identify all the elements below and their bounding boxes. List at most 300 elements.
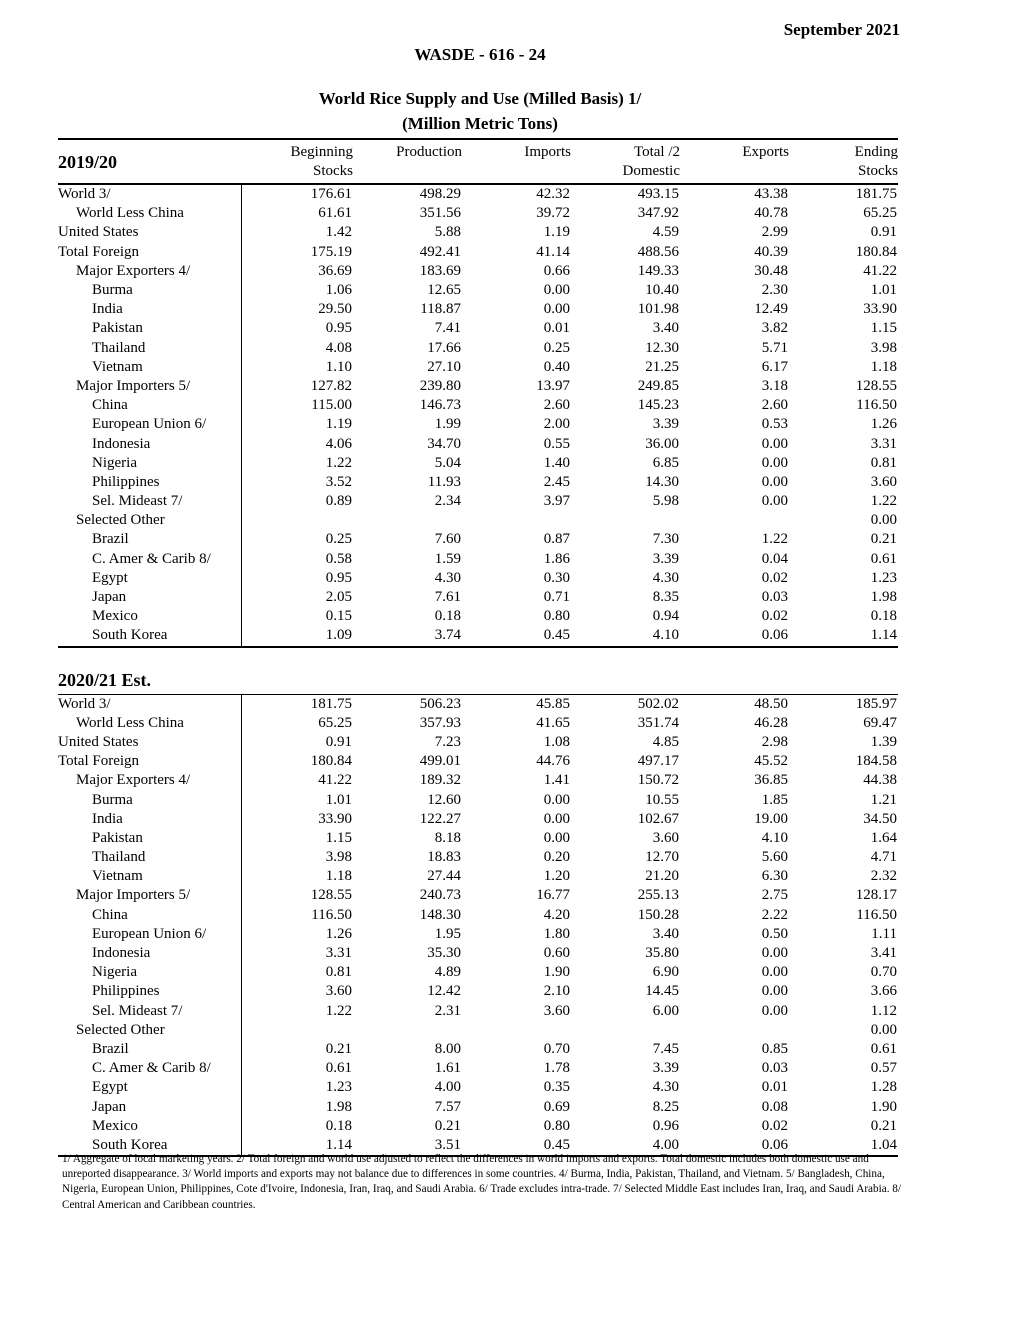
cell-value: 4.06 (325, 435, 352, 452)
cell-value: 150.28 (637, 906, 679, 923)
cell-value: 0.80 (543, 1117, 570, 1134)
cell-value: 5.98 (652, 493, 679, 510)
cell-value: 4.85 (652, 733, 679, 750)
cell-value: 4.08 (325, 339, 352, 356)
cell-value: 0.45 (462, 1136, 571, 1156)
cell-value: 181.75 (855, 186, 897, 203)
cell-value: 2.60 (761, 397, 788, 414)
cell-value: 7.57 (434, 1098, 461, 1115)
cell-value: 2.30 (761, 282, 788, 299)
table-row (58, 281, 898, 300)
cell-value: 0.91 (325, 733, 352, 750)
cell-value: 7.45 (652, 1040, 679, 1057)
cell-value: 0.00 (761, 964, 788, 981)
table-row (58, 810, 898, 829)
row-label: Brazil (58, 1040, 241, 1059)
row-label: Total Foreign (58, 243, 241, 262)
row-label: Burma (58, 790, 241, 809)
cell-value: 1.78 (543, 1060, 570, 1077)
cell-value: 1.22 (325, 1002, 352, 1019)
row-label: Japan (58, 1097, 241, 1116)
cell-value: 498.29 (419, 186, 461, 203)
footnotes: 1/ Aggregate of local marketing years. 2/ Total foreign and world use adjusted to reflect the differences in world imports and exports. Total domestic includes both domestic use and unreported disappearance. 3/ World imports and exports may not balance due to differences in some countries. 4/ Burma, India, Pakistan, Thailand, and Vietnam. 5/ Bangladesh, China, Nigeria, European Union, Philippines, Cote d'Ivoire, Indonesia, Iran, Iraq, and Saudi Arabia. 6/ Trade excludes intra-trade. 7/ Selected Middle East includes Iran, Iraq, and Saudi Arabia. 8/ Central American and Caribbean countries. (62, 1153, 901, 1211)
cell-value: 0.00 (870, 512, 897, 529)
cell-value: 3.40 (652, 925, 679, 942)
cell-value: 0.18 (434, 608, 461, 625)
cell-value: 1.85 (761, 791, 788, 808)
cell-value: 1.23 (870, 569, 897, 586)
cell-value: 1.20 (543, 868, 570, 885)
cell-value: 61.61 (318, 205, 352, 222)
table-row (58, 300, 898, 319)
cell-value: 1.19 (543, 224, 570, 241)
cell-value: 46.28 (754, 714, 788, 731)
cell-value: 0.03 (761, 1060, 788, 1077)
table-row (58, 1040, 898, 1059)
cell-value: 3.60 (543, 1002, 570, 1019)
cell-value: 0.06 (680, 1136, 789, 1156)
cell-value: 0.70 (870, 964, 897, 981)
cell-value: 0.45 (462, 626, 571, 646)
cell-value: 0.25 (543, 339, 570, 356)
row-label: Total Foreign (58, 752, 241, 771)
cell-value: 34.70 (427, 435, 461, 452)
cell-value: 116.50 (856, 906, 897, 923)
cell-value: 21.25 (645, 358, 679, 375)
cell-value: 506.23 (419, 695, 461, 712)
cell-value: 1.21 (870, 791, 897, 808)
cell-value: 0.03 (761, 589, 788, 606)
row-label: Burma (58, 281, 241, 300)
table-row (58, 204, 898, 223)
cell-value: 36.69 (318, 262, 352, 279)
cell-value: 4.30 (434, 569, 461, 586)
cell-value: 35.80 (645, 945, 679, 962)
cell-value: 7.41 (434, 320, 461, 337)
cell-value: 116.50 (856, 397, 897, 414)
cell-value: 128.55 (310, 887, 352, 904)
cell-value: 180.84 (855, 243, 897, 260)
table-title (0, 86, 960, 136)
table-row (58, 454, 898, 473)
cell-value (571, 511, 680, 530)
cell-value: 6.17 (761, 358, 788, 375)
cell-value: 27.10 (427, 358, 461, 375)
cell-value: 27.44 (427, 868, 461, 885)
cell-value: 12.60 (427, 791, 461, 808)
table-row (58, 1097, 898, 1116)
table-row (58, 415, 898, 434)
cell-value: 3.39 (652, 416, 679, 433)
cell-value: 36.00 (645, 435, 679, 452)
cell-value: 44.76 (536, 753, 570, 770)
cell-value: 2.60 (543, 397, 570, 414)
row-label: Philippines (58, 982, 241, 1001)
row-label: Major Exporters 4/ (58, 262, 241, 281)
cell-value: 1.23 (325, 1079, 352, 1096)
cell-value: 1.18 (870, 358, 897, 375)
cell-value: 0.30 (543, 569, 570, 586)
section-heading-row (58, 647, 898, 695)
row-label: Pakistan (58, 319, 241, 338)
table-row (58, 434, 898, 453)
cell-value: 3.39 (652, 1060, 679, 1077)
row-label: Mexico (58, 1117, 241, 1136)
table-row (58, 550, 898, 569)
cell-value: 3.31 (325, 945, 352, 962)
cell-value: 347.92 (637, 205, 679, 222)
row-label: Indonesia (58, 944, 241, 963)
report-id: WASDE - 616 - 24 (414, 45, 546, 64)
cell-value: 249.85 (637, 377, 679, 394)
cell-value: 1.99 (434, 416, 461, 433)
report-date: September 2021 (783, 20, 900, 39)
table-row (58, 377, 898, 396)
cell-value: 3.82 (761, 320, 788, 337)
cell-value: 0.58 (325, 550, 352, 567)
cell-value: 0.40 (543, 358, 570, 375)
cell-value: 0.04 (761, 550, 788, 567)
cell-value: 118.87 (420, 301, 461, 318)
cell-value: 17.66 (427, 339, 461, 356)
cell-value: 3.18 (761, 377, 788, 394)
cell-value: 0.89 (325, 493, 352, 510)
row-label: Selected Other (58, 1021, 241, 1040)
row-label: World 3/ (58, 694, 241, 714)
table-title-line1: World Rice Supply and Use (Milled Basis) 1/ (318, 89, 642, 108)
cell-value: 0.18 (325, 1117, 352, 1134)
cell-value: 0.21 (870, 1117, 897, 1134)
cell-value: 1.90 (870, 1098, 897, 1115)
table-row (58, 184, 898, 204)
row-label: Philippines (58, 473, 241, 492)
cell-value: 115.00 (311, 397, 352, 414)
column-header: Imports (462, 139, 571, 184)
table-row (58, 733, 898, 752)
cell-value: 0.81 (870, 454, 897, 471)
cell-value: 116.50 (311, 906, 352, 923)
cell-value: 1.26 (870, 416, 897, 433)
row-label: India (58, 300, 241, 319)
row-label: World 3/ (58, 184, 241, 204)
cell-value: 0.00 (761, 945, 788, 962)
cell-value: 0.66 (543, 262, 570, 279)
cell-value: 16.77 (536, 887, 570, 904)
table-row (58, 262, 898, 281)
cell-value: 6.30 (761, 868, 788, 885)
table-title-line2: (Million Metric Tons) (402, 114, 558, 133)
cell-value: 10.40 (645, 282, 679, 299)
cell-value: 488.56 (637, 243, 679, 260)
row-label: United States (58, 733, 241, 752)
row-label: World Less China (58, 714, 241, 733)
cell-value: 1.59 (434, 550, 461, 567)
table-row (58, 339, 898, 358)
cell-value: 1.08 (543, 733, 570, 750)
cell-value: 4.71 (870, 849, 897, 866)
cell-value: 0.25 (325, 531, 352, 548)
cell-value: 0.21 (870, 531, 897, 548)
row-label: Nigeria (58, 454, 241, 473)
table-row (58, 358, 898, 377)
cell-value: 65.25 (318, 714, 352, 731)
cell-value: 0.95 (325, 320, 352, 337)
cell-value: 5.60 (761, 849, 788, 866)
cell-value: 4.10 (761, 829, 788, 846)
cell-value: 102.67 (637, 810, 679, 827)
cell-value: 1.41 (543, 772, 570, 789)
cell-value: 0.00 (543, 282, 570, 299)
cell-value: 3.98 (325, 849, 352, 866)
row-label: Major Exporters 4/ (58, 771, 241, 790)
row-label: Vietnam (58, 867, 241, 886)
cell-value: 30.48 (754, 262, 788, 279)
cell-value: 189.32 (419, 772, 461, 789)
cell-value: 11.93 (427, 473, 461, 490)
section-year-heading: 2019/20 (58, 139, 241, 184)
cell-value: 1.95 (434, 925, 461, 942)
cell-value: 0.00 (543, 791, 570, 808)
table-row (58, 511, 898, 530)
cell-value: 0.94 (652, 608, 679, 625)
row-label: Nigeria (58, 963, 241, 982)
cell-value: 1.09 (241, 626, 353, 646)
cell-value: 7.61 (434, 589, 461, 606)
cell-value: 8.35 (652, 589, 679, 606)
cell-value: 255.13 (637, 887, 679, 904)
cell-value: 183.69 (419, 262, 461, 279)
cell-value: 176.61 (310, 186, 352, 203)
cell-value: 8.00 (434, 1040, 461, 1057)
cell-value (241, 1021, 353, 1040)
cell-value: 3.60 (652, 829, 679, 846)
cell-value: 1.98 (870, 589, 897, 606)
column-header: Exports (680, 139, 789, 184)
cell-value: 14.30 (645, 473, 679, 490)
cell-value: 12.42 (427, 983, 461, 1000)
cell-value: 127.82 (310, 377, 352, 394)
cell-value: 2.99 (761, 224, 788, 241)
cell-value (680, 511, 789, 530)
row-label: South Korea (58, 626, 241, 646)
cell-value: 1.06 (325, 282, 352, 299)
cell-value: 33.90 (863, 301, 897, 318)
cell-value: 0.57 (870, 1060, 897, 1077)
cell-value: 1.80 (543, 925, 570, 942)
cell-value: 0.35 (543, 1079, 570, 1096)
cell-value: 0.81 (325, 964, 352, 981)
table-row (58, 829, 898, 848)
cell-value: 0.95 (325, 569, 352, 586)
cell-value: 492.41 (419, 243, 461, 260)
cell-value: 1.11 (871, 925, 897, 942)
row-label: China (58, 906, 241, 925)
row-label: C. Amer & Carib 8/ (58, 550, 241, 569)
cell-value: 42.32 (536, 186, 570, 203)
table-row (58, 588, 898, 607)
table-row (58, 223, 898, 242)
cell-value: 12.30 (645, 339, 679, 356)
row-label: Sel. Mideast 7/ (58, 1002, 241, 1021)
cell-value: 1.15 (325, 829, 352, 846)
cell-value: 12.70 (645, 849, 679, 866)
cell-value: 185.97 (855, 695, 897, 712)
cell-value: 1.12 (870, 1002, 897, 1019)
table-row (58, 886, 898, 905)
cell-value: 0.00 (761, 983, 788, 1000)
cell-value: 2.32 (870, 868, 897, 885)
cell-value: 43.38 (754, 186, 788, 203)
cell-value (353, 511, 462, 530)
table-row (58, 694, 898, 714)
cell-value: 1.22 (761, 531, 788, 548)
cell-value: 2.98 (761, 733, 788, 750)
cell-value: 5.88 (434, 224, 461, 241)
cell-value: 493.15 (637, 186, 679, 203)
table-row (58, 867, 898, 886)
row-label: Egypt (58, 569, 241, 588)
cell-value: 1.22 (870, 493, 897, 510)
cell-value (353, 1021, 462, 1040)
row-label: European Union 6/ (58, 415, 241, 434)
cell-value: 1.01 (870, 282, 897, 299)
cell-value: 1.26 (325, 925, 352, 942)
cell-value: 0.85 (761, 1040, 788, 1057)
cell-value: 36.85 (754, 772, 788, 789)
cell-value: 499.01 (419, 753, 461, 770)
cell-value: 1.22 (325, 454, 352, 471)
cell-value: 146.73 (419, 397, 461, 414)
cell-value: 3.51 (353, 1136, 462, 1156)
cell-value: 6.90 (652, 964, 679, 981)
table-row (58, 771, 898, 790)
cell-value: 1.42 (325, 224, 352, 241)
cell-value: 497.17 (637, 753, 679, 770)
table-row (58, 530, 898, 549)
table-row (58, 1078, 898, 1097)
table-row (58, 319, 898, 338)
cell-value: 0.21 (434, 1117, 461, 1134)
cell-value (462, 511, 571, 530)
table-row (58, 982, 898, 1001)
table-row (58, 848, 898, 867)
cell-value: 0.20 (543, 849, 570, 866)
cell-value: 0.69 (543, 1098, 570, 1115)
cell-value: 3.31 (870, 435, 897, 452)
cell-value: 3.39 (652, 550, 679, 567)
cell-value: 0.00 (870, 1021, 897, 1038)
cell-value: 351.56 (419, 205, 461, 222)
cell-value: 1.01 (325, 791, 352, 808)
cell-value: 3.98 (870, 339, 897, 356)
cell-value (462, 1021, 571, 1040)
cell-value: 29.50 (318, 301, 352, 318)
cell-value: 0.60 (543, 945, 570, 962)
cell-value: 4.30 (652, 569, 679, 586)
cell-value: 1.28 (870, 1079, 897, 1096)
cell-value: 3.74 (353, 626, 462, 646)
cell-value: 0.70 (543, 1040, 570, 1057)
cell-value: 0.00 (543, 810, 570, 827)
row-label: Major Importers 5/ (58, 377, 241, 396)
column-header: Total /2 Domestic (571, 139, 680, 184)
row-label: European Union 6/ (58, 925, 241, 944)
row-label: Vietnam (58, 358, 241, 377)
cell-value: 0.08 (761, 1098, 788, 1115)
cell-value: 0.96 (652, 1117, 679, 1134)
cell-value: 0.00 (761, 454, 788, 471)
table-row (58, 1021, 898, 1040)
row-label: India (58, 810, 241, 829)
column-header: Beginning Stocks (241, 139, 353, 184)
table-row (58, 963, 898, 982)
row-label: Selected Other (58, 511, 241, 530)
table-row (58, 1059, 898, 1078)
cell-value: 19.00 (754, 810, 788, 827)
cell-value: 6.85 (652, 454, 679, 471)
cell-value: 0.02 (761, 1117, 788, 1134)
table-row (58, 906, 898, 925)
cell-value: 8.18 (434, 829, 461, 846)
cell-value: 502.02 (637, 695, 679, 712)
row-label: Thailand (58, 339, 241, 358)
cell-value: 45.52 (754, 753, 788, 770)
cell-value: 1.61 (434, 1060, 461, 1077)
cell-value: 2.00 (543, 416, 570, 433)
cell-value: 7.30 (652, 531, 679, 548)
cell-value: 40.78 (754, 205, 788, 222)
cell-value: 14.45 (645, 983, 679, 1000)
table-row (58, 626, 898, 646)
row-label: Brazil (58, 530, 241, 549)
cell-value: 1.98 (325, 1098, 352, 1115)
row-label: Sel. Mideast 7/ (58, 492, 241, 511)
cell-value: 3.60 (325, 983, 352, 1000)
cell-value: 2.34 (434, 493, 461, 510)
cell-value: 3.41 (870, 945, 897, 962)
cell-value: 2.75 (761, 887, 788, 904)
cell-value: 150.72 (637, 772, 679, 789)
cell-value: 4.30 (652, 1079, 679, 1096)
cell-value: 0.00 (543, 301, 570, 318)
table-row (58, 1117, 898, 1136)
table-row (58, 944, 898, 963)
cell-value: 41.22 (863, 262, 897, 279)
cell-value: 4.20 (543, 906, 570, 923)
cell-value: 240.73 (419, 887, 461, 904)
cell-value: 1.14 (241, 1136, 353, 1156)
cell-value: 175.19 (310, 243, 352, 260)
cell-value: 5.04 (434, 454, 461, 471)
cell-value: 3.66 (870, 983, 897, 1000)
cell-value: 0.91 (870, 224, 897, 241)
row-label: China (58, 396, 241, 415)
row-label: Japan (58, 588, 241, 607)
cell-value: 4.10 (571, 626, 680, 646)
cell-value: 0.01 (543, 320, 570, 337)
cell-value: 0.06 (680, 626, 789, 646)
table-row (58, 714, 898, 733)
cell-value: 35.30 (427, 945, 461, 962)
row-label: Indonesia (58, 434, 241, 453)
table-row (58, 569, 898, 588)
cell-value: 4.89 (434, 964, 461, 981)
section-year-heading: 2020/21 Est. (58, 647, 898, 695)
cell-value: 1.90 (543, 964, 570, 981)
cell-value: 3.40 (652, 320, 679, 337)
cell-value: 41.14 (536, 243, 570, 260)
table-row (58, 1002, 898, 1021)
